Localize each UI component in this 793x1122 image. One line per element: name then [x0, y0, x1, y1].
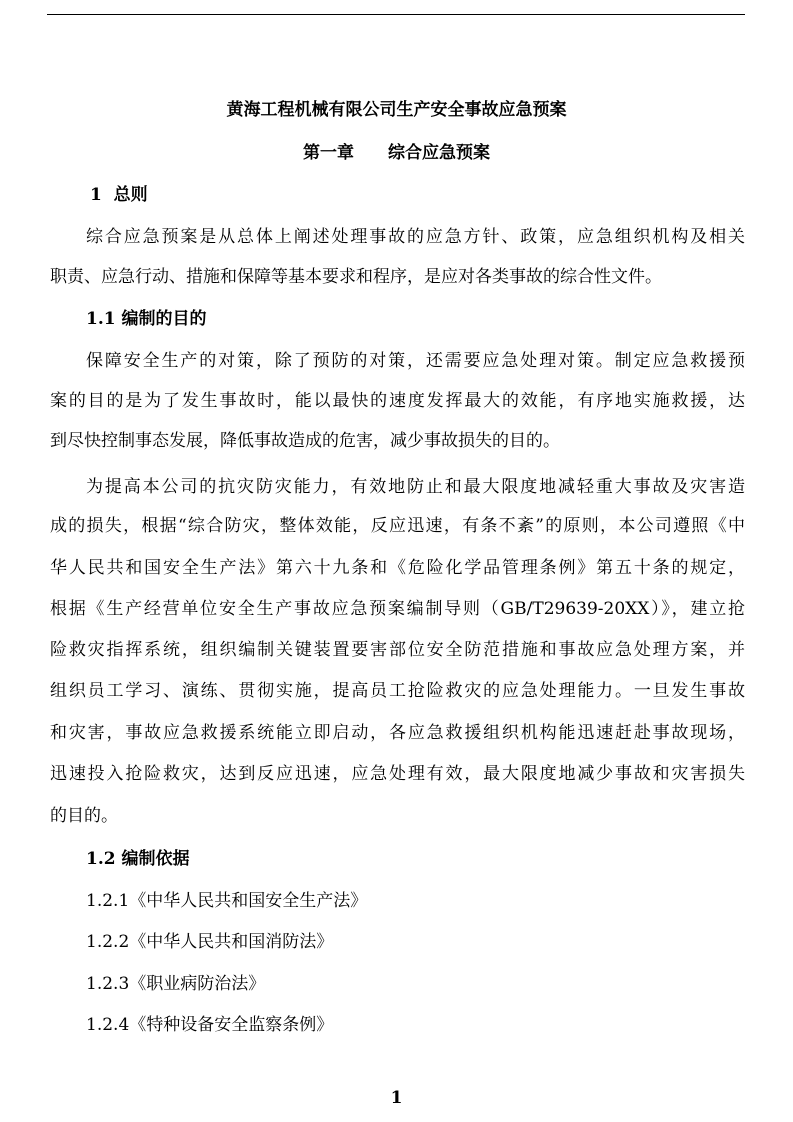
basis-item: 1.2.2《中华人民共和国消防法》 [86, 932, 334, 952]
document-title: 黄海工程机械有限公司生产安全事故应急预案 [226, 100, 567, 120]
page-number: 1 [390, 1088, 403, 1108]
basis-item: 1.2.1《中华人民共和国安全生产法》 [86, 891, 368, 911]
paragraph-line: 险救灾指挥系统，组织编制关键装置要害部位安全防范措施和事故应急处理方案，并 [50, 640, 745, 660]
paragraph-line: 的目的。 [50, 806, 118, 826]
paragraph-line: 为提高本公司的抗灾防灾能力，有效地防止和最大限度地减轻重大事故及灾害造 [86, 477, 745, 497]
basis-item: 1.2.4《特种设备安全监察条例》 [86, 1015, 334, 1035]
header-rule [47, 14, 745, 15]
paragraph-line: 职责、应急行动、措施和保障等基本要求和程序，是应对各类事故的综合性文件。 [50, 267, 662, 287]
chapter-heading: 第一章 综合应急预案 [303, 143, 490, 163]
section-heading-1-2: 1.2 编制依据 [86, 849, 190, 869]
paragraph-line: 案的目的是为了发生事故时，能以最快的速度发挥最大的效能，有序地实施救援，达 [50, 391, 745, 411]
paragraph-line: 保障安全生产的对策，除了预防的对策，还需要应急处理对策。制定应急救援预 [86, 351, 745, 371]
paragraph-line: 组织员工学习、演练、贯彻实施，提高员工抢险救灾的应急处理能力。一旦发生事故 [50, 681, 745, 701]
section-heading-1-1: 1.1 编制的目的 [86, 309, 207, 329]
paragraph-line: 到尽快控制事态发展，降低事故造成的危害，减少事故损失的目的。 [50, 431, 560, 451]
paragraph-line: 华人民共和国安全生产法》第六十九条和《危险化学品管理条例》第五十条的规定， [50, 558, 745, 578]
basis-item: 1.2.3《职业病防治法》 [86, 974, 266, 994]
paragraph-line: 成的损失，根据“综合防灾，整体效能，反应迅速，有条不紊”的原则，本公司遵照《中 [50, 516, 745, 536]
paragraph-line: 综合应急预案是从总体上阐述处理事故的应急方针、政策，应急组织机构及相关 [86, 227, 745, 247]
paragraph-line: 和灾害，事故应急救援系统能立即启动，各应急救援组织机构能迅速赶赴事故现场， [50, 723, 745, 743]
paragraph-line: 迅速投入抢险救灾，达到反应迅速，应急处理有效，最大限度地减少事故和灾害损失 [50, 764, 745, 784]
section-heading-1: 1 总则 [90, 185, 148, 205]
paragraph-line: 根据《生产经营单位安全生产事故应急预案编制导则（GB/T29639-20XX）》，建立抢 [50, 599, 745, 619]
